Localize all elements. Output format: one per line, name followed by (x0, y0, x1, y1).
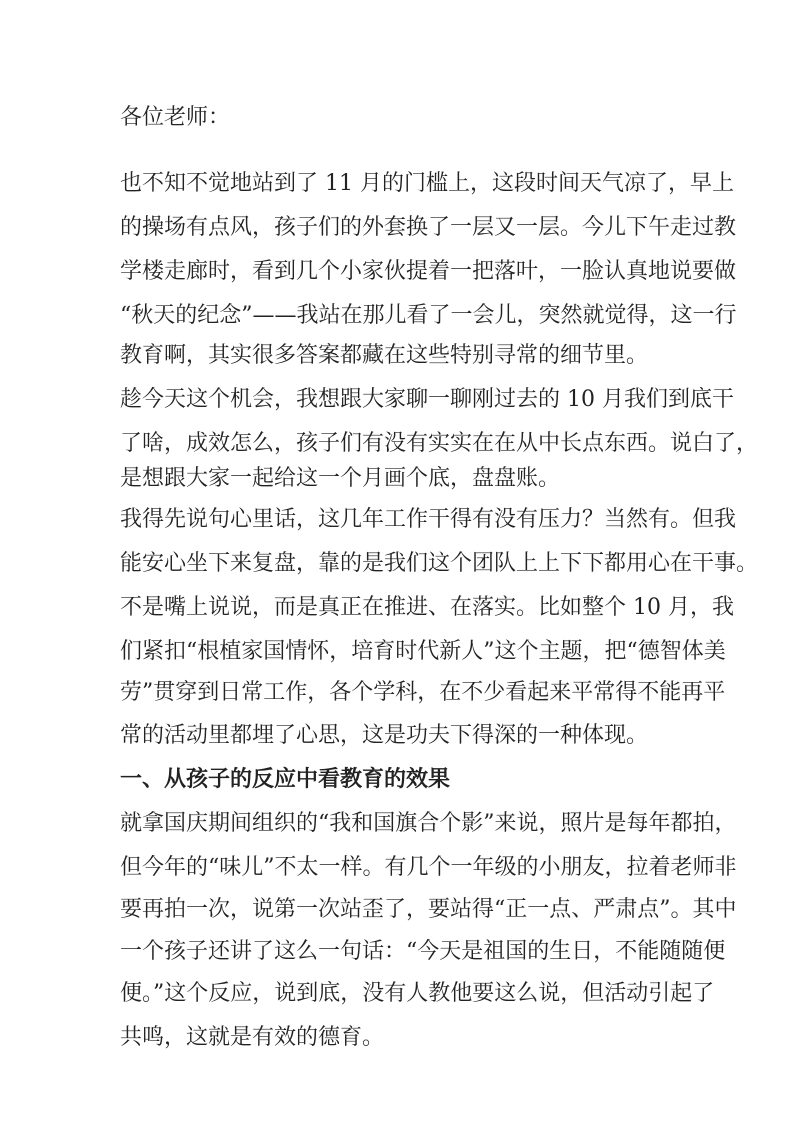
paragraph-2-line: 了啥，成效怎么，孩子们有没有实实在在从中长点东西。说白了， (120, 431, 759, 456)
paragraph-3-line: 能安心坐下来复盘，靠的是我们这个团队上上下下都用心在干事。 (120, 551, 759, 576)
section-1-line: 要再拍一次，说第一次站歪了，要站得“正一点、严肃点”。其中 (120, 897, 737, 922)
section-heading: 一、从孩子的反应中看教育的效果 (120, 767, 451, 792)
section-1-line: 一个孩子还讲了这么一句话：“今天是祖国的生日，不能随随便 (120, 939, 726, 964)
paragraph-1-line: 学楼走廊时，看到几个小家伙提着一把落叶，一脸认真地说要做 (120, 259, 737, 284)
paragraph-3-line: 劳”贯穿到日常工作，各个学科，在不少看起来平常得不能再平 (120, 680, 726, 705)
paragraph-1-line: 也不知不觉地站到了 11 月的门槛上，这段时间天气凉了，早上 (120, 171, 734, 196)
paragraph-1-line: 的操场有点风，孩子们的外套换了一层又一层。今儿下午走过教 (120, 215, 737, 240)
section-1-line: 但今年的“味儿”不太一样。有几个一年级的小朋友，拉着老师非 (120, 855, 737, 880)
paragraph-2-line: 趁今天这个机会，我想跟大家聊一聊刚过去的 10 月我们到底干 (120, 387, 734, 412)
paragraph-1-line: “秋天的纪念”——我站在那儿看了一会儿，突然就觉得，这一行 (120, 303, 737, 328)
section-1-line: 便。”这个反应，说到底，没有人教他要这么说，但活动引起了 (120, 981, 715, 1006)
paragraph-3-line: 不是嘴上说说，而是真正在推进、在落实。比如整个 10 月，我 (120, 595, 734, 620)
section-1-line: 就拿国庆期间组织的“我和国旗合个影”来说，照片是每年都拍， (120, 811, 737, 836)
paragraph-3-line: 我得先说句心里话，这几年工作干得有没有压力？当然有。但我 (120, 507, 737, 532)
section-1-line: 共鸣，这就是有效的德育。 (120, 1025, 385, 1050)
greeting: 各位老师： (120, 105, 231, 130)
paragraph-3-line: 常的活动里都埋了心思，这是功夫下得深的一种体现。 (120, 723, 649, 748)
paragraph-2-line: 是想跟大家一起给这一个月画个底，盘盘账。 (120, 466, 561, 491)
paragraph-3-line: 们紧扣“根植家国情怀，培育时代新人”这个主题，把“德智体美 (120, 639, 726, 664)
paragraph-1-line: 教育啊，其实很多答案都藏在这些特别寻常的细节里。 (120, 343, 649, 368)
